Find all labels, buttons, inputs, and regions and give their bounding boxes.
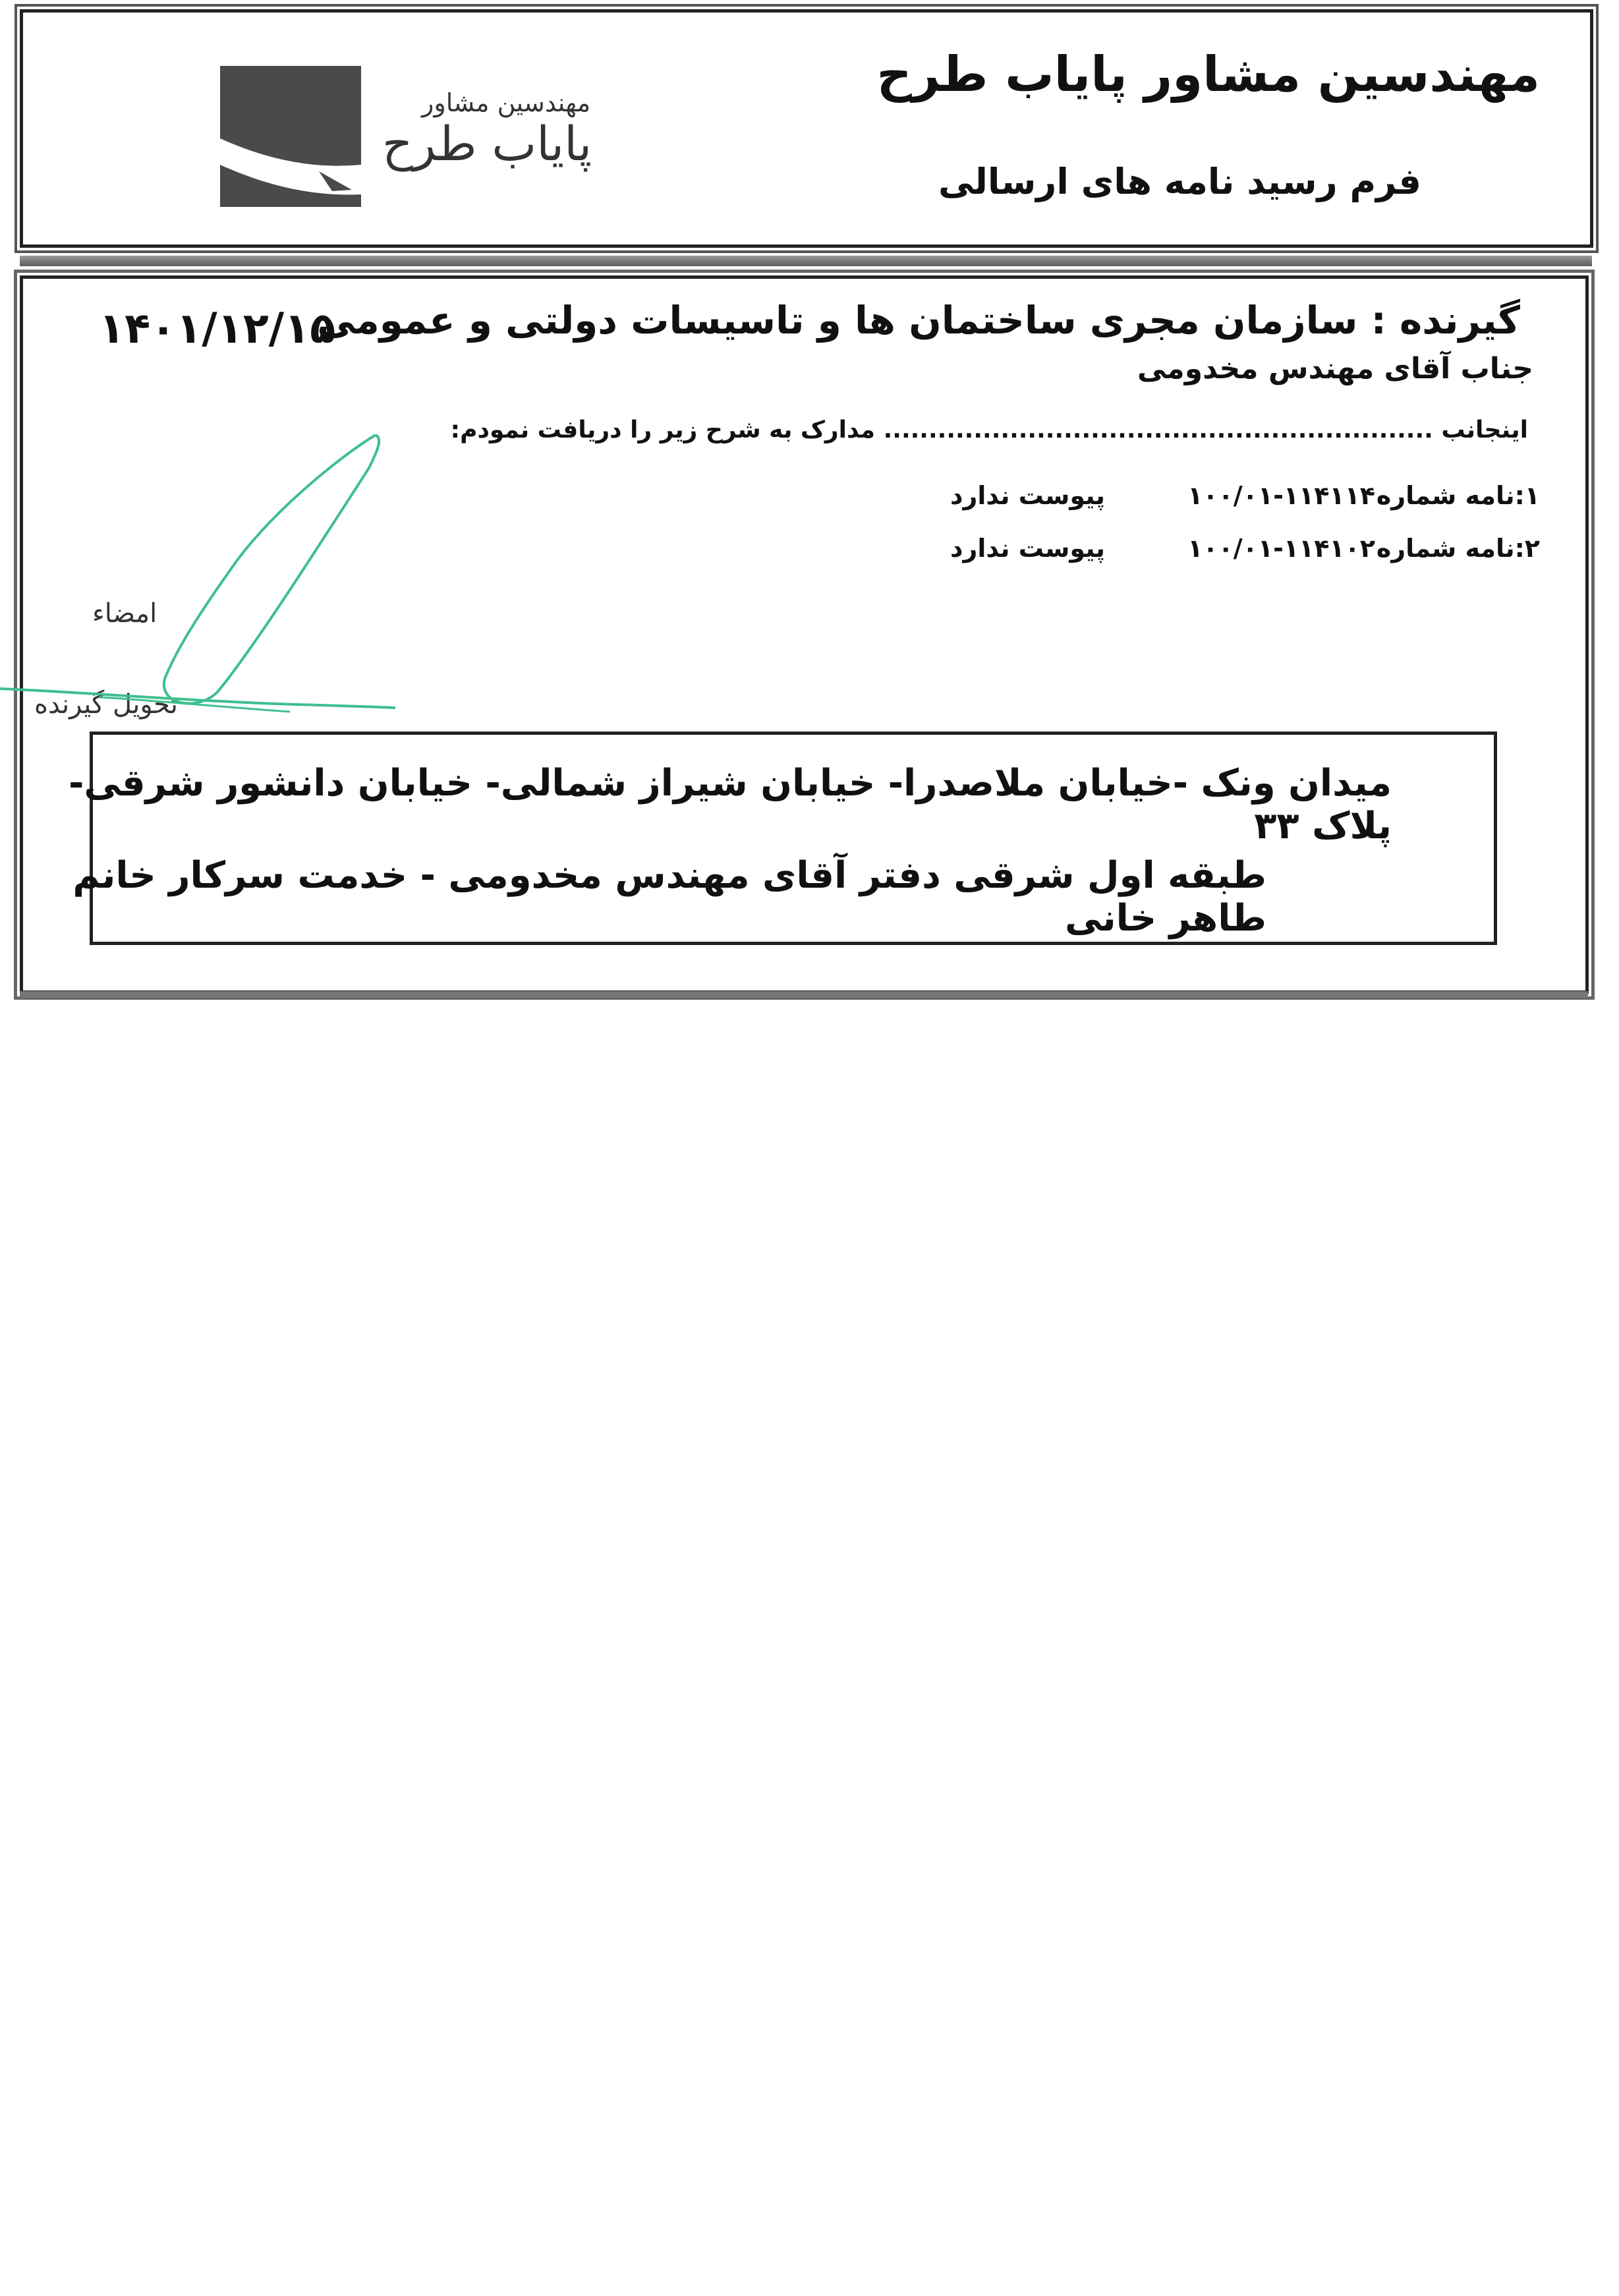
recipient-line: گیرنده : سازمان مجری ساختمان ها و تاسیسات دولتی و عمومی xyxy=(317,298,1520,343)
logo-title: پایاب طرح xyxy=(382,116,592,171)
header-divider xyxy=(20,256,1592,266)
letter-attachment: پیوست ندارد xyxy=(950,481,1105,510)
letter-number: ۱۰۰/۰۱-۱۱۴۱۱۴ xyxy=(1187,481,1375,510)
handwritten-signature xyxy=(0,428,422,745)
address-line-2: طبقه اول شرقی دفتر آقای مهندس مخدومی - خدمت سرکار خانم طاهر خانی xyxy=(72,854,1266,940)
bottom-divider xyxy=(20,991,1588,998)
logo-icon xyxy=(220,66,361,207)
company-name: مهندسین مشاور پایاب طرح xyxy=(876,46,1540,103)
form-title: فرم رسید نامه های ارسالی xyxy=(938,161,1421,202)
letter-label: ۱:نامه شماره xyxy=(1376,481,1540,510)
receipt-date: ۱۴۰۱/۱۲/۱۵ xyxy=(99,304,336,353)
address-line-1: میدان ونک -خیابان ملاصدرا- خیابان شیراز شمالی- خیابان دانشور شرقی- پلاک ۳۳ xyxy=(69,762,1392,847)
letter-attachment: پیوست ندارد xyxy=(950,534,1105,563)
signature-label: امضاء xyxy=(92,598,157,629)
logo-subtitle: مهندسین مشاور xyxy=(422,88,591,117)
receipt-intro: اینجانب ............................................................. مدارک به شرح زیر را دریافت نمودم: xyxy=(450,416,1528,444)
addressee-line: جناب آقای مهندس مخدومی xyxy=(1137,352,1533,386)
letter-label: ۲:نامه شماره xyxy=(1376,534,1540,563)
receiver-label: تحویل گیرنده xyxy=(34,689,179,720)
letter-number: ۱۰۰/۰۱-۱۱۴۱۰۲ xyxy=(1187,534,1375,563)
